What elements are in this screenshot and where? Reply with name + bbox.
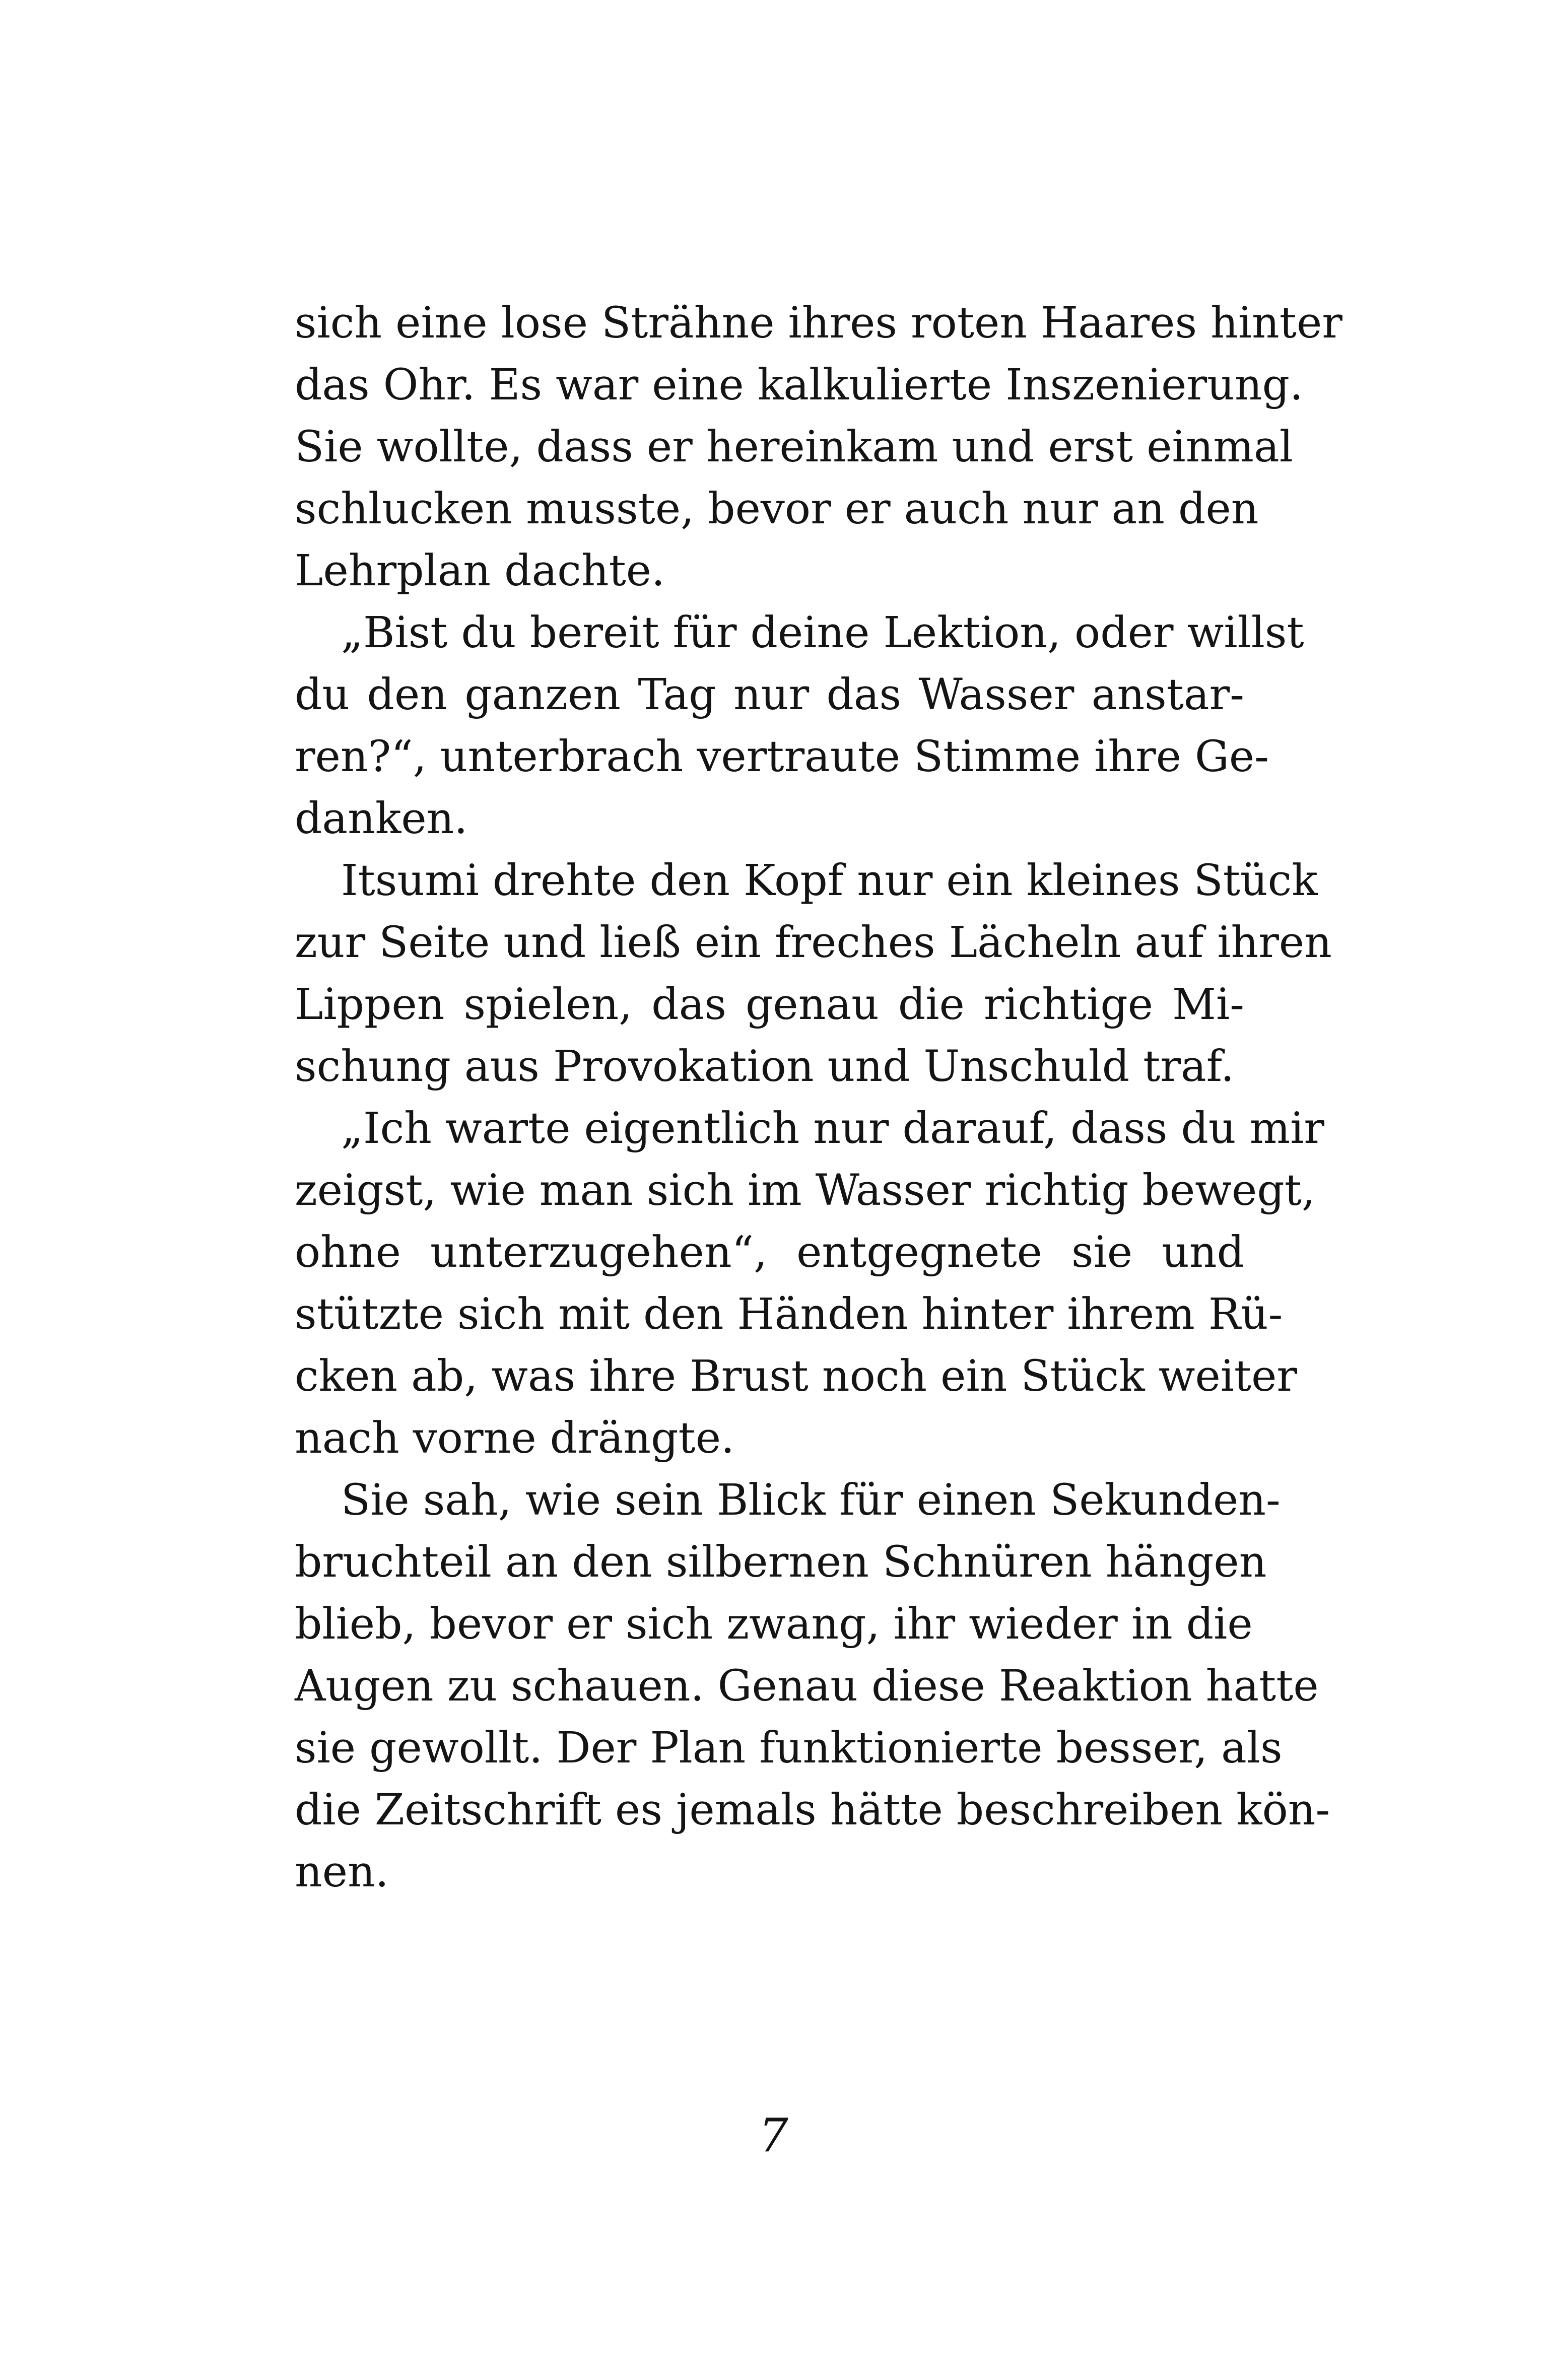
text-line: „Bist du bereit für deine Lektion, oder willst (341, 608, 1304, 658)
text-line: Lehrplan dachte. (295, 546, 665, 596)
paragraph (295, 602, 1304, 850)
text-line: Itsumi drehte den Kopf nur ein kleines Stück (341, 856, 1318, 906)
body-text (295, 292, 1342, 1903)
text-line: die Zeitschrift es jemals hätte beschreiben kön- (295, 1785, 1330, 1835)
text-line: das Ohr. Es war eine kalkulierte Inszenierung. (295, 360, 1304, 410)
text-line: ohne unterzugehen“, entgegnete sie und (295, 1228, 1244, 1277)
text-line: zur Seite und ließ ein freches Lächeln auf ihren (295, 918, 1332, 968)
text-line: nen. (295, 1847, 389, 1897)
paragraph (295, 1098, 1325, 1469)
text-line: schung aus Provokation und Unschuld traf. (295, 1042, 1235, 1092)
text-line: blieb, bevor er sich zwang, ihr wieder in die (295, 1599, 1253, 1649)
paragraph (295, 1469, 1330, 1903)
text-line: Lippen spielen, das genau die richtige Mi- (295, 980, 1244, 1030)
text-line: danken. (295, 794, 468, 844)
text-line: nach vorne drängte. (295, 1413, 735, 1463)
paragraph (295, 292, 1342, 602)
text-line: stützte sich mit den Händen hinter ihrem Rü- (295, 1289, 1283, 1339)
text-line: Sie sah, wie sein Blick für einen Sekunden- (341, 1475, 1281, 1525)
text-line: Augen zu schauen. Genau diese Reaktion hatte (295, 1661, 1319, 1711)
text-line: schlucken musste, bevor er auch nur an den (295, 484, 1259, 534)
text-line: du den ganzen Tag nur das Wasser anstar- (295, 670, 1244, 720)
text-line: bruchteil an den silbernen Schnüren hängen (295, 1537, 1267, 1587)
text-line: sich eine lose Strähne ihres roten Haares hinter (295, 298, 1342, 348)
text-line: zeigst, wie man sich im Wasser richtig bewegt, (295, 1166, 1315, 1215)
text-line: sie gewollt. Der Plan funktionierte besser, als (295, 1723, 1283, 1773)
page-number: 7 (759, 2109, 788, 2162)
text-line: „Ich warte eigentlich nur darauf, dass du mir (341, 1104, 1325, 1153)
text-line: ren?“, unterbrach vertraute Stimme ihre Ge- (295, 732, 1269, 782)
text-line: cken ab, was ihre Brust noch ein Stück weiter (295, 1351, 1298, 1401)
text-line: Sie wollte, dass er hereinkam und erst einmal (295, 422, 1293, 472)
paragraph (295, 850, 1332, 1098)
